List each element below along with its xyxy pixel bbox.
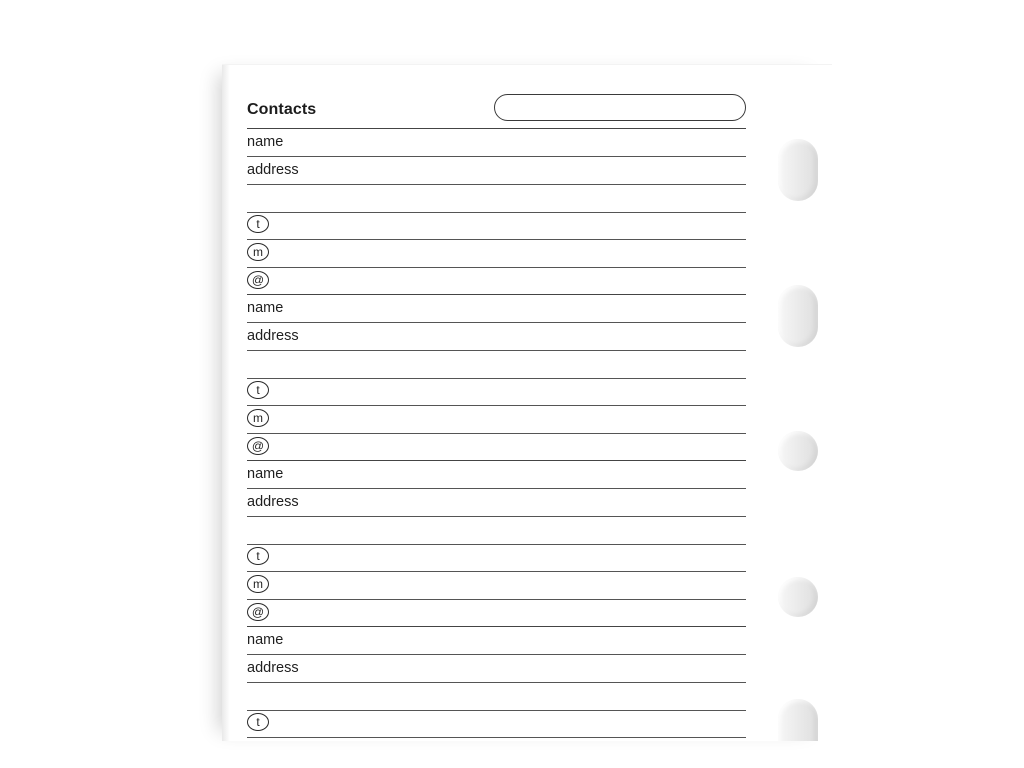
ruled-line (247, 267, 746, 268)
telephone-icon: t (247, 713, 269, 731)
ruled-line (247, 654, 746, 655)
mobile-icon: m (247, 243, 269, 261)
entry-address-label: address (247, 162, 299, 178)
entry-name-label: name (247, 632, 284, 648)
ruled-line (247, 350, 746, 351)
ruled-line (247, 516, 746, 517)
entry-separator-rule (247, 294, 746, 295)
punch-hole (778, 285, 818, 347)
ruled-line (247, 544, 746, 545)
sheet-edge-shadow (222, 65, 230, 741)
ruled-line (247, 710, 746, 711)
email-icon: @ (247, 603, 269, 621)
ruled-line (247, 156, 746, 157)
telephone-icon: t (247, 547, 269, 565)
entry-name-label: name (247, 466, 284, 482)
entry-address-label: address (247, 494, 299, 510)
mobile-icon: m (247, 409, 269, 427)
mobile-icon: m (247, 575, 269, 593)
ruled-line (247, 599, 746, 600)
ruled-line (247, 212, 746, 213)
punch-hole (778, 577, 818, 617)
ruled-line (247, 433, 746, 434)
ruled-line (247, 184, 746, 185)
telephone-icon: t (247, 215, 269, 233)
ruled-line (247, 488, 746, 489)
ruled-line (247, 571, 746, 572)
entry-address-label: address (247, 328, 299, 344)
header-rule (247, 128, 746, 129)
entry-address-label: address (247, 660, 299, 676)
entry-name-label: name (247, 134, 284, 150)
entry-separator-rule (247, 626, 746, 627)
punch-hole (778, 699, 818, 741)
email-icon: @ (247, 437, 269, 455)
ruled-line (247, 682, 746, 683)
page-title: Contacts (247, 101, 317, 118)
ruled-line (247, 737, 746, 738)
punch-hole (778, 139, 818, 201)
telephone-icon: t (247, 381, 269, 399)
email-icon: @ (247, 271, 269, 289)
title-write-in-field[interactable] (494, 94, 746, 121)
punch-hole (778, 431, 818, 471)
entry-separator-rule (247, 460, 746, 461)
ruled-line (247, 378, 746, 379)
entry-name-label: name (247, 300, 284, 316)
ruled-line (247, 239, 746, 240)
ruled-line (247, 322, 746, 323)
contacts-sheet (222, 64, 832, 741)
ruled-line (247, 405, 746, 406)
